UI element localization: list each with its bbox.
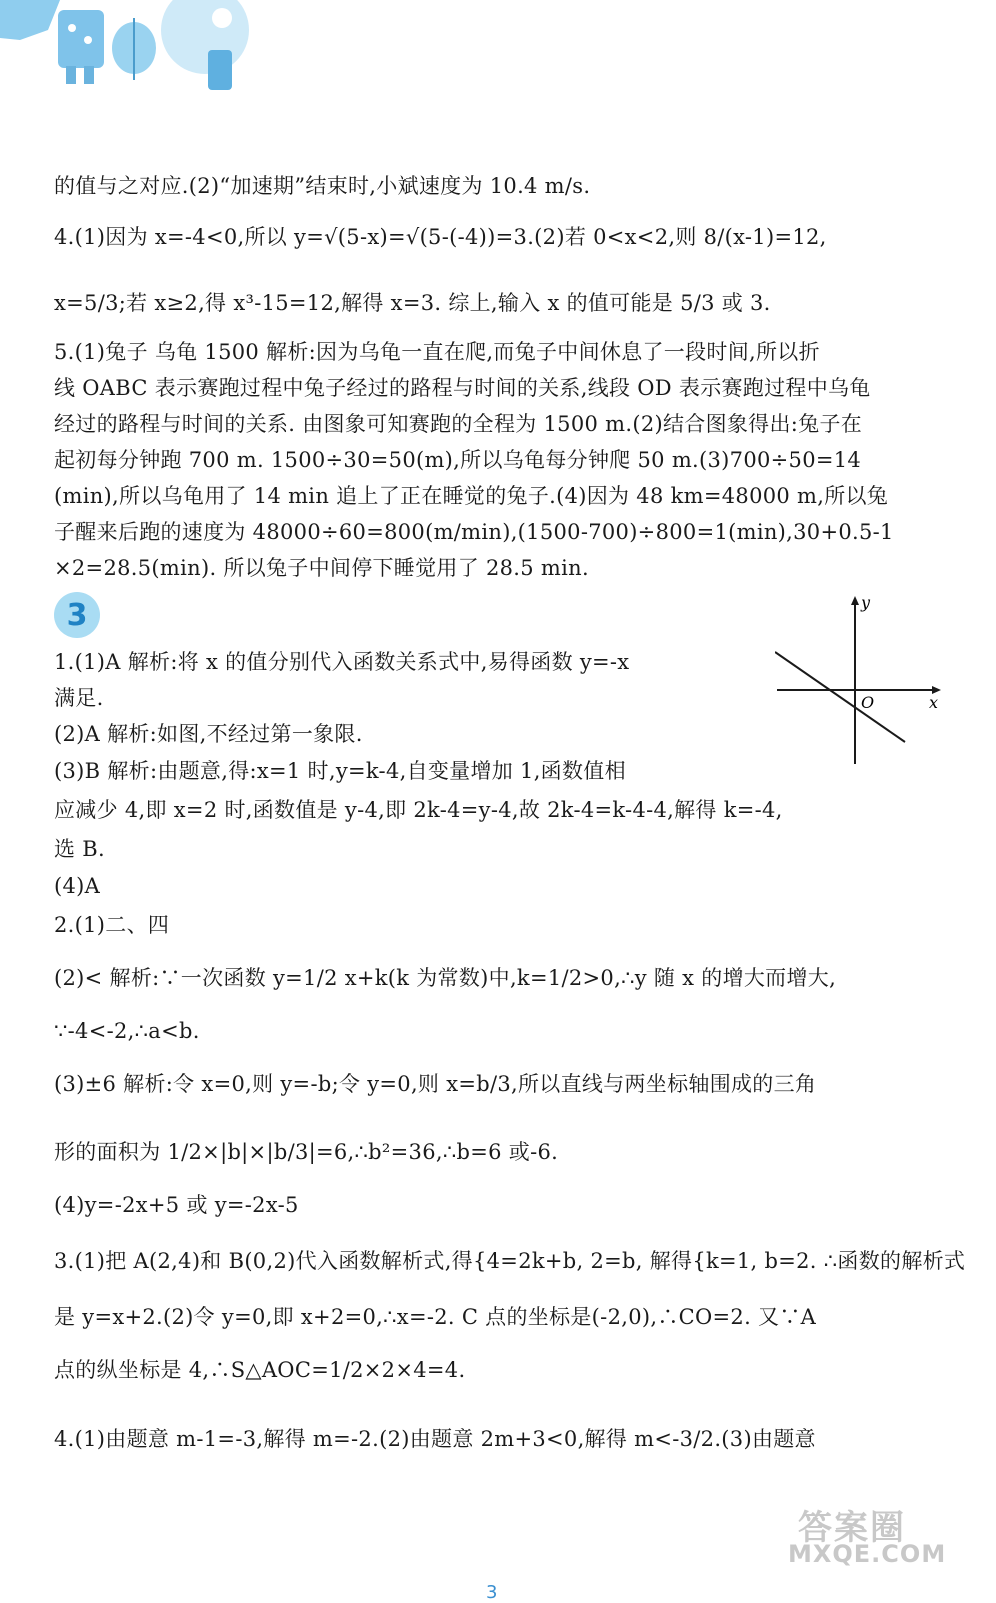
origin-label: O bbox=[861, 693, 875, 712]
y-axis-label: y bbox=[861, 593, 871, 612]
text-line: 点的纵坐标是 4,∴S△AOC=1/2×2×4=4. bbox=[54, 1358, 466, 1382]
text-line: ∵-4<-2,∴a<b. bbox=[54, 1019, 200, 1043]
text-line: (3)B 解析:由题意,得:x=1 时,y=k-4,自变量增加 1,函数值相 bbox=[54, 759, 626, 783]
function-graph bbox=[775, 592, 947, 770]
text-line: x=5/3;若 x≥2,得 x³-15=12,解得 x=3. 综上,输入 x 的值可能是 5/3 或 3. bbox=[54, 291, 771, 315]
text-line: 5.(1)兔子 乌龟 1500 解析:因为乌龟一直在爬,而兔子中间休息了一段时间,所以折 bbox=[54, 340, 820, 364]
text-line: 1.(1)A 解析:将 x 的值分别代入函数关系式中,易得函数 y=-x bbox=[54, 650, 630, 674]
text-line: 子醒来后跑的速度为 48000÷60=800(m/min),(1500-700)÷800=1(min),30+0.5-1 bbox=[54, 520, 894, 544]
header-illustration bbox=[0, 0, 300, 100]
y-axis-arrow bbox=[851, 596, 859, 605]
text-line: (3)±6 解析:令 x=0,则 y=-b;令 y=0,则 x=b/3,所以直线与两坐标轴围成的三角 bbox=[54, 1072, 817, 1096]
watermark-en: MXQE.COM bbox=[788, 1540, 947, 1568]
text-line: 选 B. bbox=[54, 837, 105, 861]
text-line: (min),所以乌龟用了 14 min 追上了正在睡觉的兔子.(4)因为 48 km=48000 m,所以兔 bbox=[54, 484, 889, 508]
x-axis-label: x bbox=[929, 693, 939, 712]
text-line: ×2=28.5(min). 所以兔子中间停下睡觉用了 28.5 min. bbox=[54, 556, 589, 580]
text-line: 起初每分钟跑 700 m. 1500÷30=50(m),所以乌龟每分钟爬 50 m.(3)700÷50=14 bbox=[54, 448, 862, 472]
function-line bbox=[775, 652, 905, 742]
text-line: 形的面积为 1/2×|b|×|b/3|=6,∴b²=36,∴b=6 或-6. bbox=[54, 1140, 559, 1164]
text-line: 4.(1)因为 x=-4<0,所以 y=√(5-x)=√(5-(-4))=3.(2)若 0<x<2,则 8/(x-1)=12, bbox=[54, 225, 827, 249]
text-line: 线 OABC 表示赛跑过程中兔子经过的路程与时间的关系,线段 OD 表示赛跑过程中乌龟 bbox=[54, 376, 871, 400]
text-line: (2)< 解析:∵一次函数 y=1/2 x+k(k 为常数)中,k=1/2>0,∴y 随 x 的增大而增大, bbox=[54, 966, 837, 990]
text-line: 经过的路程与时间的关系. 由图象可知赛跑的全程为 1500 m.(2)结合图象得出:兔子在 bbox=[54, 412, 863, 436]
section-badge: 3 bbox=[54, 592, 100, 638]
text-line: 2.(1)二、四 bbox=[54, 913, 170, 937]
text-line: (4)A bbox=[54, 874, 101, 898]
watermark bbox=[768, 1500, 968, 1580]
watermark-cn: 答案圈 bbox=[798, 1508, 906, 1548]
text-line: 满足. bbox=[54, 686, 104, 710]
text-line: 3.(1)把 A(2,4)和 B(0,2)代入函数解析式,得{4=2k+b, 2=b, 解得{k=1, b=2. ∴函数的解析式 bbox=[54, 1249, 966, 1273]
page-number: 3 bbox=[486, 1582, 498, 1603]
text-line: (4)y=-2x+5 或 y=-2x-5 bbox=[54, 1193, 299, 1217]
text-line: (2)A 解析:如图,不经过第一象限. bbox=[54, 722, 363, 746]
text-line: 应减少 4,即 x=2 时,函数值是 y-4,即 2k-4=y-4,故 2k-4=k-4-4,解得 k=-4, bbox=[54, 798, 783, 822]
text-line: 是 y=x+2.(2)令 y=0,即 x+2=0,∴x=-2. C 点的坐标是(-2,0),∴CO=2. 又∵A bbox=[54, 1305, 817, 1329]
text-line: 4.(1)由题意 m-1=-3,解得 m=-2.(2)由题意 2m+3<0,解得 m<-3/2.(3)由题意 bbox=[54, 1427, 816, 1451]
text-line: 的值与之对应.(2)“加速期”结束时,小斌速度为 10.4 m/s. bbox=[54, 174, 591, 198]
